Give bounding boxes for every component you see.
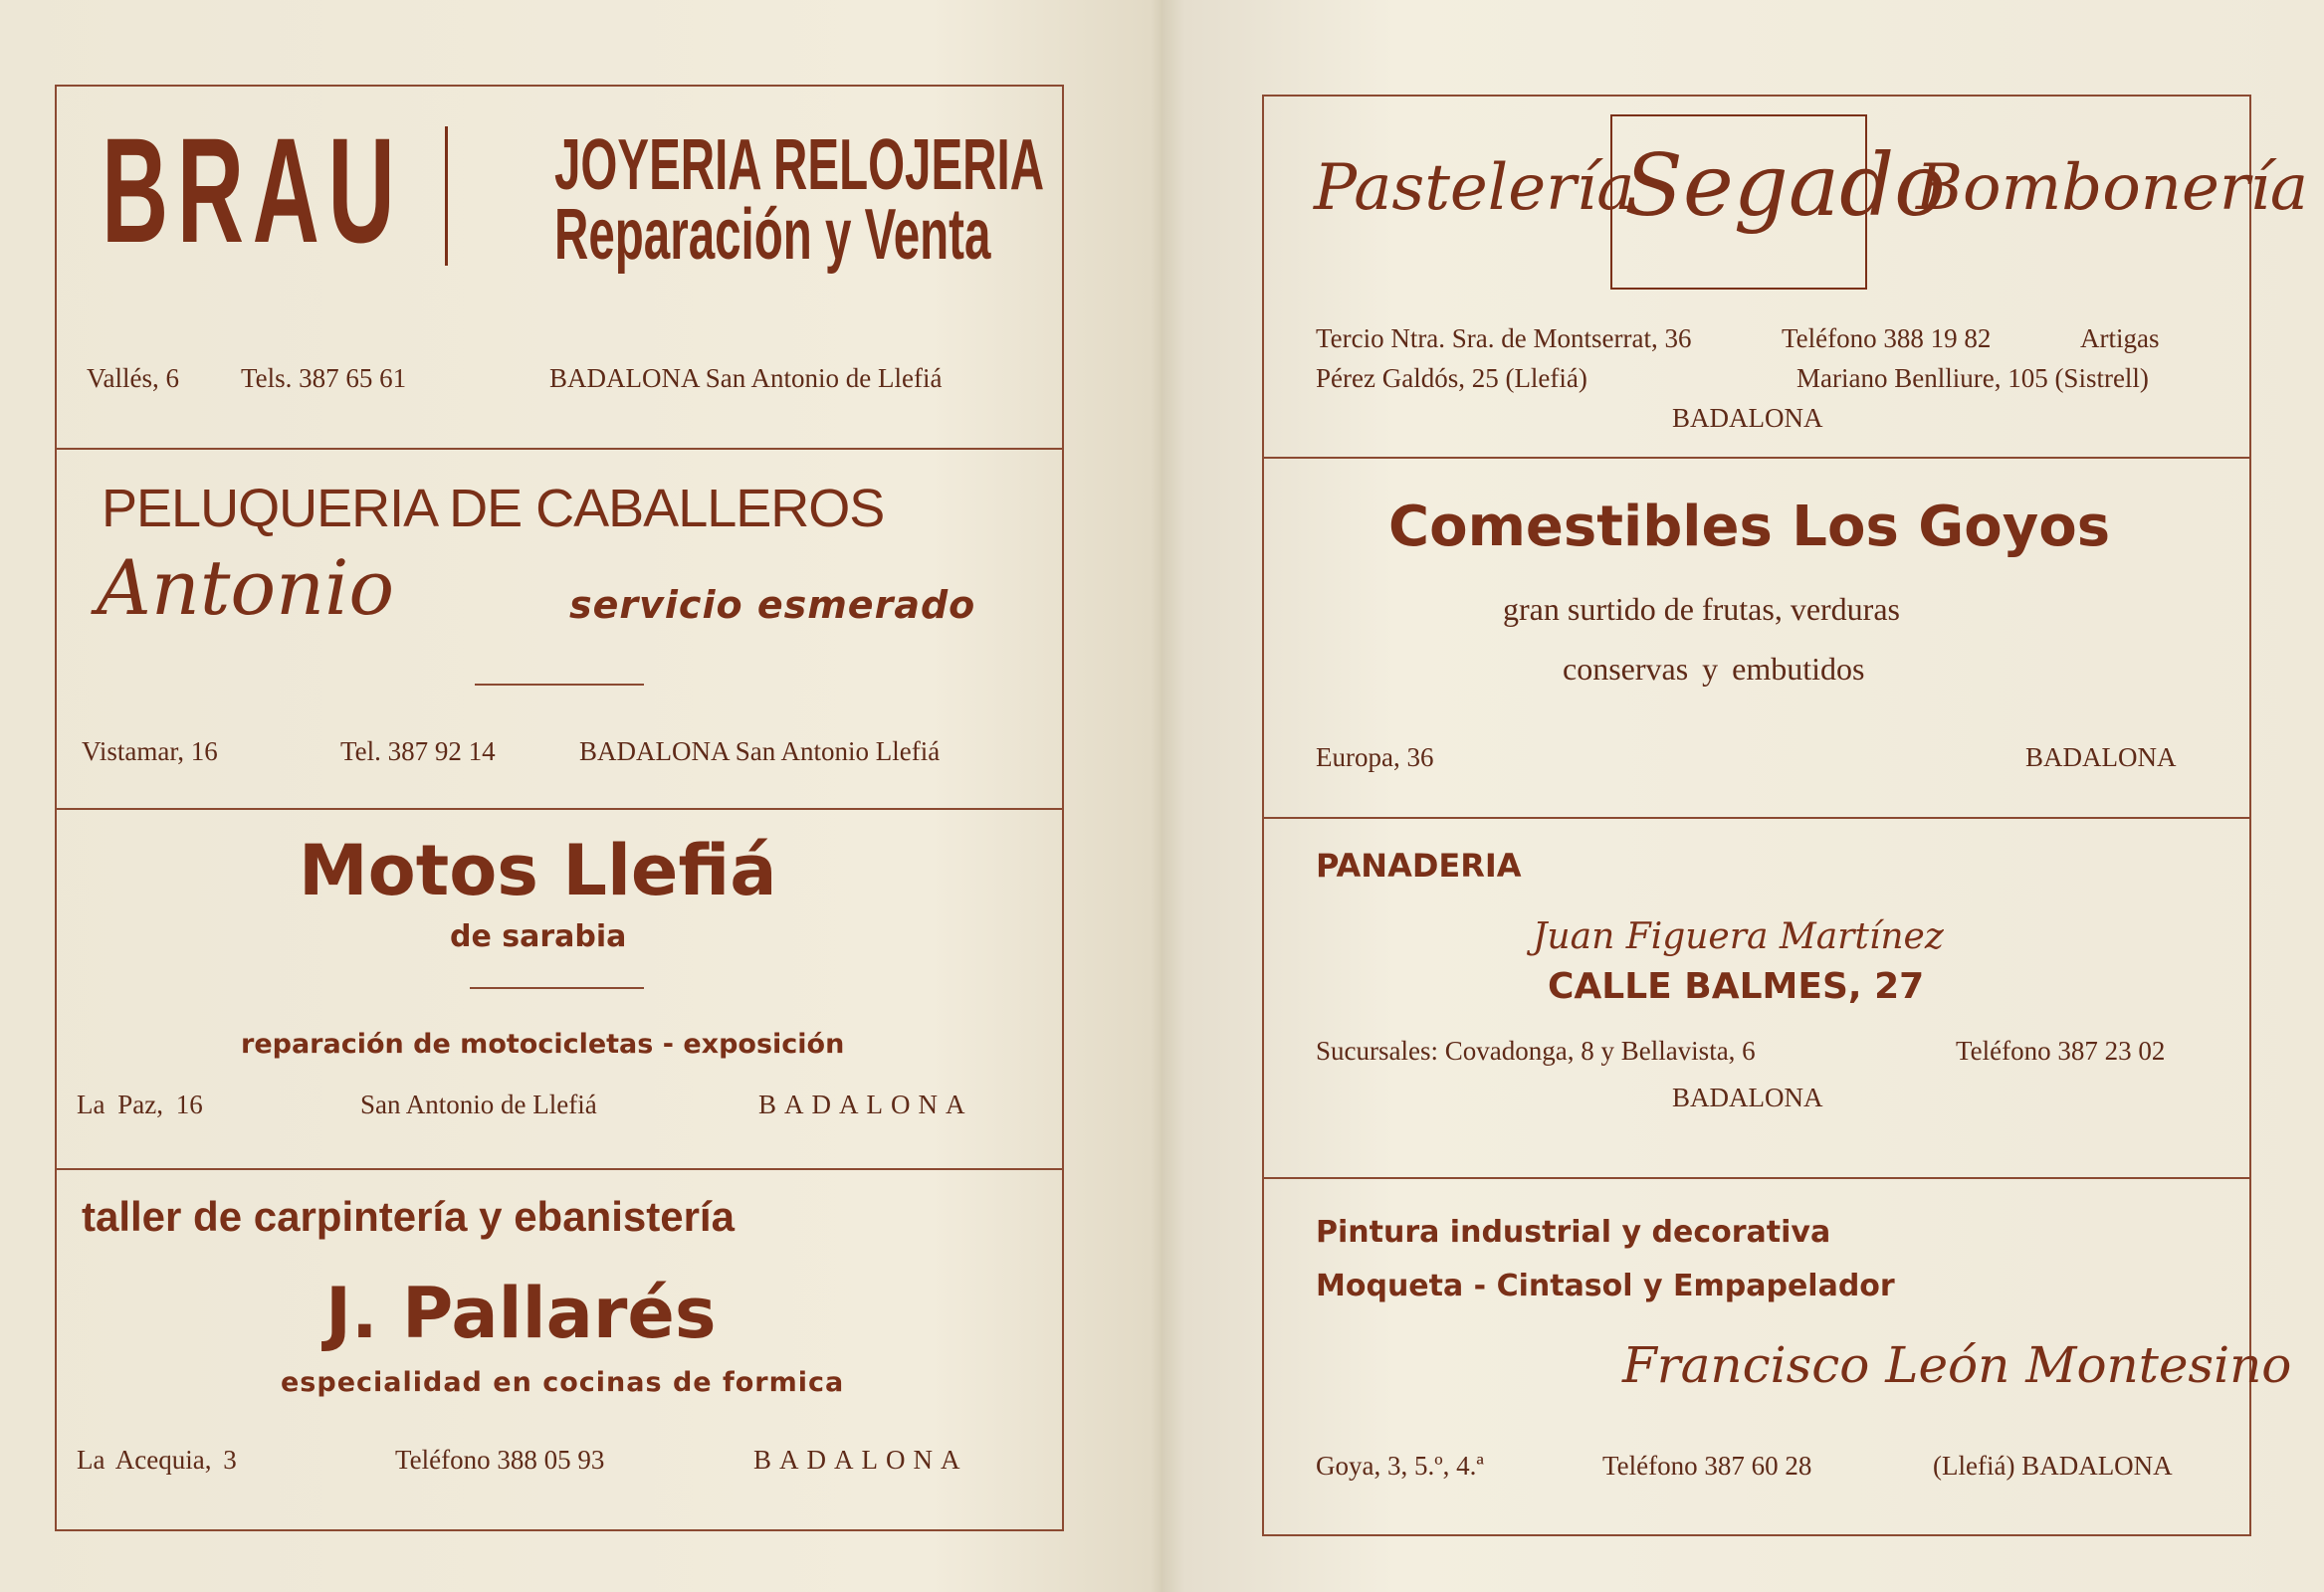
brau-address: Vallés, 6 xyxy=(87,363,179,393)
pintura-line1: Pintura industrial y decorativa xyxy=(1316,1215,1831,1250)
right-page xyxy=(1162,0,2324,1592)
peluqueria-rule xyxy=(475,684,644,686)
brau-line2: Reparación y Venta xyxy=(554,195,991,275)
segado-city: BADALONA xyxy=(1672,403,1823,433)
panaderia-name: Juan Figuera Martínez xyxy=(1533,916,1944,957)
carpinteria-address: La Acequia, 3 xyxy=(77,1445,237,1475)
pintura-line2: Moqueta - Cintasol y Empapelador xyxy=(1316,1269,1895,1303)
peluqueria-tel: Tel. 387 92 14 xyxy=(340,736,496,766)
segado-phone: Teléfono 388 19 82 xyxy=(1782,323,1992,353)
peluqueria-title: PELUQUERIA DE CABALLEROS xyxy=(102,479,885,538)
carpinteria-title: taller de carpintería y ebanistería xyxy=(82,1193,735,1240)
peluqueria-city: BADALONA San Antonio Llefiá xyxy=(579,736,941,766)
brau-tels: Tels. 387 65 61 xyxy=(241,363,407,393)
ads-frame-left xyxy=(55,85,1064,1531)
motos-subtitle: de sarabia xyxy=(450,919,627,954)
carpinteria-phone: Teléfono 388 05 93 xyxy=(395,1445,605,1475)
brau-line1: JOYERIA RELOJERIA xyxy=(554,125,1045,205)
brau-city: BADALONA San Antonio de Llefiá xyxy=(549,363,943,393)
ad-brau xyxy=(57,87,1062,450)
segado-address2: Pérez Galdós, 25 (Llefiá) xyxy=(1316,363,1587,393)
ads-frame-right xyxy=(1262,95,2309,1536)
motos-title: Motos Llefiá xyxy=(299,830,777,911)
motos-city: BADALONA xyxy=(758,1090,973,1119)
motos-district: San Antonio de Llefiá xyxy=(360,1090,597,1119)
peluqueria-address: Vistamar, 16 xyxy=(82,736,218,766)
carpinteria-city: BADALONA xyxy=(753,1445,968,1475)
segado-address1: Tercio Ntra. Sra. de Montserrat, 36 xyxy=(1316,323,1692,353)
pintura-city: (Llefiá) BADALONA xyxy=(1933,1451,2173,1481)
carpinteria-name: J. Pallarés xyxy=(325,1273,717,1354)
ad-motos xyxy=(57,808,1062,1170)
goyos-line2: conservas y embutidos xyxy=(1563,651,1865,687)
ad-carpinteria xyxy=(57,1168,1062,1527)
panaderia-street: CALLE BALMES, 27 xyxy=(1548,966,1925,1007)
peluqueria-name: Antonio xyxy=(97,543,395,632)
ad-panaderia xyxy=(1264,817,2249,1179)
goyos-city: BADALONA xyxy=(2025,742,2177,772)
pintura-name: Francisco León Montesino xyxy=(1622,1336,2292,1394)
motos-address: La Paz, 16 xyxy=(77,1090,203,1119)
segado-name: Segado xyxy=(1624,136,1946,236)
segado-left-word: Pastelería xyxy=(1314,151,1635,225)
goyos-address: Europa, 36 xyxy=(1316,742,1434,772)
panaderia-branches: Sucursales: Covadonga, 8 y Bellavista, 6 xyxy=(1316,1036,1756,1066)
peluqueria-tagline: servicio esmerado xyxy=(569,583,976,627)
panaderia-phone: Teléfono 387 23 02 xyxy=(1956,1036,2166,1066)
ad-goyos xyxy=(1264,457,2249,819)
brau-divider xyxy=(445,126,448,266)
segado-address3: Mariano Benlliure, 105 (Sistrell) xyxy=(1796,363,2149,393)
motos-services: reparación de motocicletas - exposición xyxy=(241,1029,845,1060)
goyos-line1: gran surtido de frutas, verduras xyxy=(1503,591,1900,627)
segado-artigas: Artigas xyxy=(2080,323,2160,353)
panaderia-title: PANADERIA xyxy=(1316,847,1522,885)
pintura-phone: Teléfono 387 60 28 xyxy=(1602,1451,1812,1481)
pintura-address: Goya, 3, 5.º, 4.ª xyxy=(1316,1451,1484,1481)
goyos-title: Comestibles Los Goyos xyxy=(1388,495,2111,559)
brau-logo: BRAU xyxy=(102,106,404,274)
segado-right-word: Bombonería xyxy=(1916,151,2309,225)
carpinteria-specialty: especialidad en cocinas de formica xyxy=(281,1367,845,1398)
motos-rule xyxy=(470,987,644,989)
left-page xyxy=(0,0,1155,1592)
ad-pintura xyxy=(1264,1177,2292,1534)
ad-segado xyxy=(1264,97,2309,459)
panaderia-city: BADALONA xyxy=(1672,1083,1823,1112)
ad-peluqueria xyxy=(57,448,1062,810)
